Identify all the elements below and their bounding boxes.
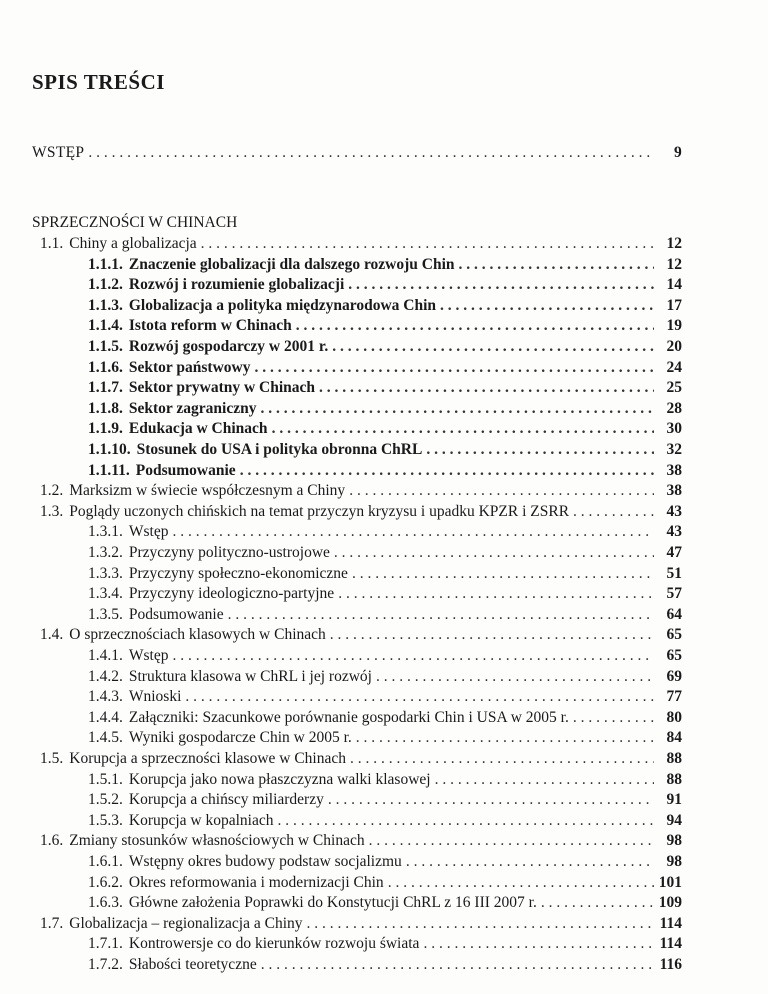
toc-entry-label: 1.6.1. <box>88 853 123 870</box>
toc-entry[interactable] <box>40 749 682 769</box>
toc-entry[interactable] <box>40 914 682 934</box>
toc-entry[interactable] <box>40 234 682 254</box>
toc-entry-title: Sektor państwowy <box>128 358 251 376</box>
toc-entry[interactable] <box>88 893 682 913</box>
toc-entry[interactable] <box>88 790 682 810</box>
toc-entry-title: Marksizm w świecie współczesnym a Chiny <box>69 482 346 500</box>
dot-leader <box>541 893 654 913</box>
toc-entry[interactable] <box>40 502 682 522</box>
toc-entry-page: 109 <box>658 894 682 912</box>
toc-entry[interactable] <box>40 831 682 851</box>
toc-entry[interactable] <box>40 625 682 645</box>
toc-entry[interactable] <box>88 255 682 275</box>
dot-leader <box>348 275 654 295</box>
toc-entry-label: 1.4. <box>40 626 64 644</box>
toc-entry-label: 1.1.2. <box>88 276 123 294</box>
dot-leader <box>228 605 654 625</box>
dot-leader <box>349 481 654 501</box>
toc-entry-page: 38 <box>666 461 682 479</box>
dot-leader <box>260 399 654 419</box>
toc-entry-page: 28 <box>666 399 682 417</box>
toc-entry[interactable] <box>88 728 682 748</box>
toc-entry[interactable] <box>88 708 682 728</box>
toc-entry-title: Poglądy uczonych chińskich na temat przyczyn kryzysu i upadku KPZR i ZSRR <box>69 502 570 520</box>
dot-leader <box>278 811 655 831</box>
dot-leader <box>254 358 654 378</box>
toc-entry-label: 1.7. <box>40 914 64 932</box>
toc-entry-title: Znaczenie globalizacji dla dalszego rozwoju Chin <box>128 255 455 273</box>
dot-leader <box>459 255 654 275</box>
toc-entry-page: 98 <box>666 832 682 850</box>
toc-entry-page: 114 <box>659 914 682 932</box>
toc-entry-label: 1.1.1. <box>88 255 123 273</box>
dot-leader <box>272 419 654 439</box>
dot-leader <box>201 234 654 254</box>
toc-entry-label: 1.5.2. <box>88 791 123 809</box>
dot-leader <box>440 296 654 316</box>
toc-entry-title: Korupcja a sprzeczności klasowe w Chinach <box>69 750 346 767</box>
toc-entry-title: Podsumowanie <box>128 605 224 623</box>
toc-entry[interactable] <box>88 564 682 584</box>
toc-entry-page: 77 <box>666 688 682 706</box>
dot-leader <box>334 543 654 563</box>
toc-entry-title: Wstępny okres budowy podstaw socjalizmu <box>128 853 402 870</box>
dot-leader <box>423 934 654 954</box>
toc-entry-page: 38 <box>666 482 682 500</box>
toc-entry-label: 1.3.4. <box>88 585 123 603</box>
dot-leader <box>406 852 654 872</box>
toc-entry-page: 65 <box>666 626 682 644</box>
toc-entry-page: 43 <box>666 502 682 520</box>
toc-entry-title: Globalizacja a polityka międzynarodowa Chin <box>128 296 437 314</box>
toc-entry[interactable] <box>88 770 682 790</box>
toc-entry-label: 1.1.5. <box>88 338 123 355</box>
toc-entry-title: Podsumowanie <box>135 461 236 479</box>
toc-entry[interactable] <box>88 358 682 378</box>
toc-entry-label: 1.1.4. <box>88 317 123 335</box>
toc-entry-page: 64 <box>666 605 682 623</box>
toc-entry-page: 88 <box>666 750 682 767</box>
section-heading: SPRZECZNOŚCI W CHINACH <box>32 214 238 231</box>
toc-entry-page: 114 <box>659 935 682 953</box>
dot-leader <box>172 646 654 666</box>
toc-entry[interactable] <box>88 378 682 398</box>
toc-entry-title: Istota reform w Chinach <box>128 317 292 335</box>
dot-leader <box>307 914 654 934</box>
toc-entry-label: 1.7.2. <box>88 956 123 973</box>
toc-entry[interactable] <box>88 811 682 831</box>
toc-entry[interactable] <box>88 873 682 893</box>
toc-entry-title: Słabości teoretyczne <box>128 956 257 973</box>
toc-entry-title: Rozwój i rozumienie globalizacji <box>128 276 345 294</box>
toc-entry-label: 1.4.1. <box>88 647 123 664</box>
toc-entry-page: 101 <box>658 873 682 891</box>
toc-entry-title: Edukacja w Chinach <box>128 420 268 438</box>
toc-entry-label: 1.2. <box>40 482 64 500</box>
toc-entry-label: 1.1.8. <box>88 399 123 417</box>
toc-entry-title: Chiny a globalizacja <box>69 235 197 252</box>
toc-entry-label: 1.5.1. <box>88 770 123 788</box>
toc-entry[interactable] <box>88 646 682 666</box>
dot-leader <box>172 522 654 542</box>
toc-entry-title: Globalizacja – regionalizacja a Chiny <box>69 914 303 932</box>
dot-leader <box>261 955 654 975</box>
toc-entry-page: 94 <box>666 811 682 829</box>
toc-entry[interactable] <box>88 522 682 542</box>
toc-entry-title: Struktura klasowa w ChRL i jej rozwój <box>128 667 372 685</box>
toc-entry-label: 1.3.2. <box>88 544 123 561</box>
dot-leader <box>435 770 654 790</box>
toc-entry-label: 1.4.3. <box>88 688 123 706</box>
toc-entry[interactable] <box>88 399 682 419</box>
toc-entry-page: 19 <box>666 317 682 335</box>
toc-entry[interactable] <box>88 584 682 604</box>
toc-entry-title: Stosunek do USA i polityka obronna ChRL <box>136 441 423 458</box>
toc-entry-title: Okres reformowania i modernizacji Chin <box>128 873 384 891</box>
toc-entry-label: 1.4.2. <box>88 667 123 685</box>
toc-entry-title: Wnioski <box>128 688 182 706</box>
toc-entry-page: 91 <box>666 791 682 809</box>
toc-entry-title: Załączniki: Szacunkowe porównanie gospodarki Chin i USA w 2005 r. <box>128 708 569 726</box>
toc-entry-title: Wstęp <box>128 523 169 541</box>
toc-entry[interactable] <box>88 440 682 460</box>
toc-entry-label: 1.1.6. <box>88 358 123 376</box>
toc-entry[interactable] <box>88 934 682 954</box>
toc-entry-page: 80 <box>666 708 682 726</box>
toc-entry[interactable] <box>88 955 682 975</box>
toc-entry-title: Zmiany stosunków własnościowych w Chinach <box>69 832 365 850</box>
toc-intro-row[interactable] <box>32 143 682 163</box>
toc-entry-page: 88 <box>666 770 682 788</box>
toc-entry-title: Korupcja w kopalniach <box>128 811 274 829</box>
dot-leader <box>356 728 654 748</box>
dot-leader <box>319 378 654 398</box>
dot-leader <box>350 749 654 769</box>
toc-entry-label: 1.6.3. <box>88 894 123 912</box>
toc-entry-label: 1.1.7. <box>88 379 123 397</box>
toc-entry[interactable] <box>88 852 682 872</box>
dot-leader <box>328 790 654 810</box>
toc-intro-label: WSTĘP <box>32 144 85 161</box>
toc-entry-page: 116 <box>659 956 682 973</box>
toc-entry-label: 1.1.10. <box>88 441 131 458</box>
toc-entry-title: Kontrowersje co do kierunków rozwoju świata <box>128 935 420 953</box>
toc-entry-label: 1.5.3. <box>88 811 123 829</box>
toc-entry-title: Korupcja a chińscy miliarderzy <box>128 791 324 809</box>
toc-entry-title: Rozwój gospodarczy w 2001 r. <box>128 338 329 355</box>
toc-entry-page: 98 <box>666 853 682 870</box>
toc-entry[interactable] <box>88 275 682 295</box>
toc-entry[interactable] <box>88 316 682 336</box>
toc-entry-page: 30 <box>666 420 682 438</box>
toc-entry-page: 12 <box>666 235 682 252</box>
toc-entry-title: Sektor prywatny w Chinach <box>128 379 316 397</box>
toc-entry-label: 1.3.5. <box>88 605 123 623</box>
toc-entry-title: Główne założenia Poprawki do Konstytucji ChRL z 16 III 2007 r. <box>128 894 537 912</box>
toc-entry[interactable] <box>88 337 682 357</box>
toc-intro-page: 9 <box>673 144 682 161</box>
dot-leader <box>330 625 654 645</box>
toc-entry-label: 1.3.1. <box>88 523 123 541</box>
toc-entry-page: 32 <box>666 441 682 458</box>
toc-entry-label: 1.4.4. <box>88 708 123 726</box>
toc-entry-title: Sektor zagraniczny <box>128 399 257 417</box>
toc-entry-page: 43 <box>666 523 682 541</box>
page-title: SPIS TREŚCI <box>32 70 165 94</box>
toc-entry-page: 12 <box>666 255 682 273</box>
toc-entry-title: Przyczyny polityczno-ustrojowe <box>128 544 330 561</box>
toc-entry[interactable] <box>88 667 682 687</box>
toc-entry-page: 84 <box>666 729 682 747</box>
toc-entry[interactable] <box>88 605 682 625</box>
toc-entry-title: Korupcja jako nowa płaszczyzna walki klasowej <box>128 770 431 788</box>
dot-leader <box>573 502 654 522</box>
dot-leader <box>376 667 654 687</box>
dot-leader <box>573 708 654 728</box>
toc-entry-label: 1.6. <box>40 832 64 850</box>
toc-entry[interactable] <box>40 481 682 501</box>
toc-entry[interactable] <box>88 543 682 563</box>
toc-entry-label: 1.1.11. <box>88 461 130 479</box>
dot-leader <box>426 440 654 460</box>
toc-entry-page: 57 <box>666 585 682 603</box>
toc-entry-title: Wyniki gospodarcze Chin w 2005 r. <box>128 729 352 747</box>
toc-entry-page: 69 <box>666 667 682 685</box>
toc-entry-page: 65 <box>666 647 682 664</box>
toc-entry[interactable] <box>88 419 682 439</box>
toc-entry[interactable] <box>88 687 682 707</box>
toc-entry-label: 1.5. <box>40 750 64 767</box>
toc-entry-label: 1.3.3. <box>88 564 123 582</box>
toc-entry-page: 51 <box>666 564 682 582</box>
dot-leader <box>185 687 654 707</box>
dot-leader <box>240 461 654 481</box>
toc-entry-label: 1.7.1. <box>88 935 123 953</box>
toc-entry-label: 1.1. <box>40 235 64 252</box>
dot-leader <box>388 873 654 893</box>
dot-leader <box>88 143 654 163</box>
toc-entry[interactable] <box>88 461 682 481</box>
toc-entry-title: O sprzecznościach klasowych w Chinach <box>69 626 326 644</box>
toc-entry-label: 1.3. <box>40 502 64 520</box>
toc-entry-page: 14 <box>666 276 682 294</box>
toc-entry-label: 1.6.2. <box>88 873 123 891</box>
dot-leader <box>352 564 654 584</box>
toc-entry-title: Przyczyny ideologiczno-partyjne <box>128 585 335 603</box>
toc-entry-title: Wstęp <box>128 647 169 664</box>
toc-entry-page: 47 <box>666 544 682 561</box>
dot-leader <box>369 831 654 851</box>
toc-entry-page: 20 <box>666 338 682 355</box>
toc-entry-page: 24 <box>666 358 682 376</box>
toc-entry-label: 1.4.5. <box>88 729 123 747</box>
dot-leader <box>338 584 654 604</box>
toc-entry-label: 1.1.3. <box>88 296 123 314</box>
dot-leader <box>332 337 654 357</box>
toc-entry[interactable] <box>88 296 682 316</box>
dot-leader <box>296 316 654 336</box>
toc-entry-title: Przyczyny społeczno-ekonomiczne <box>128 564 348 582</box>
toc-entry-page: 17 <box>666 296 682 314</box>
toc-entry-page: 25 <box>666 379 682 397</box>
toc-entry-label: 1.1.9. <box>88 420 123 438</box>
